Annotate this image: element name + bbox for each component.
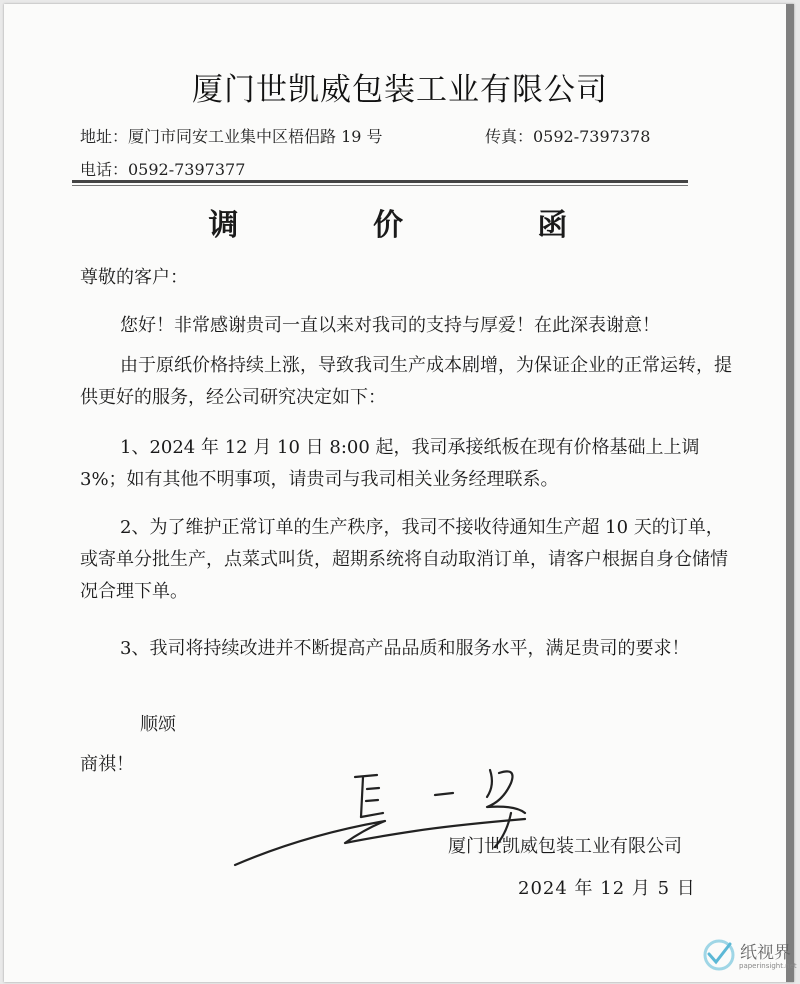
signatory-company: 厦门世凯威包装工业有限公司 (448, 836, 682, 857)
item-service-commitment: 3、我司将持续改进并不断提高产品品质和服务水平，满足贵司的要求！ (120, 638, 690, 659)
watermark-text: 纸视界 (740, 943, 791, 963)
closing-wishes: 商祺！ (80, 754, 134, 775)
item-order-policy: 2、为了维护正常订单的生产秩序，我司不接收待通知生产超 10 天的订单，或寄单分批生产，点菜式叫货，超期系统将自动取消订单，请客户根据自身仓储情况合理下单。 (80, 517, 728, 602)
company-name-heading: 厦门世凯威包装工业有限公司 (192, 72, 608, 108)
paragraph-reason: 由于原纸价格持续上涨，导致我司生产成本剧增，为保证企业的正常运转，提供更好的服务，经公司研究决定如下： (80, 355, 732, 408)
letterhead-divider (72, 180, 688, 183)
salutation: 尊敬的客户： (80, 267, 188, 288)
company-fax: 传真：0592-7397378 (485, 127, 651, 146)
signature-date: 2024 年 12 月 5 日 (518, 878, 696, 899)
paragraph-greeting: 您好！非常感谢贵司一直以来对我司的支持与厚爱！在此深表谢意！ (120, 315, 660, 336)
item-price-adjustment: 1、2024 年 12 月 10 日 8:00 起，我司承接纸板在现有价格基础上上调 3%；如有其他不明事项，请贵司与我司相关业务经理联系。 (80, 437, 700, 490)
letterhead-divider-thin (72, 185, 688, 186)
closing-regards: 顺颂 (140, 714, 176, 735)
company-address: 地址：厦门市同安工业集中区梧侣路 19 号 (80, 127, 383, 146)
company-phone: 电话：0592-7397377 (80, 160, 246, 179)
document-title: 调 价 函 (208, 208, 612, 243)
watermark-url: paperinsight.net (739, 962, 797, 970)
